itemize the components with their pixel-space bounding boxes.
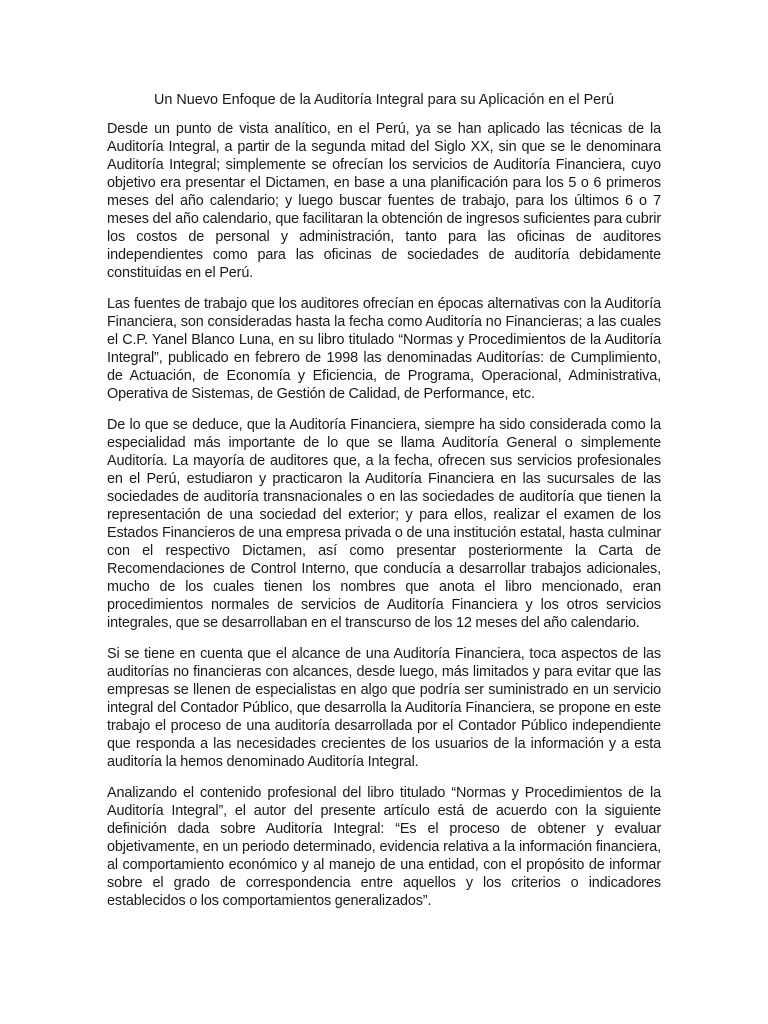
document-body xyxy=(107,120,661,923)
paragraph-3: De lo que se deduce, que la Auditoría Financiera, siempre ha sido considerada como la especialidad más importante de lo que se llama Auditoría General o simplemente Auditoría. La mayoría de auditores que, a la fecha, ofrecen sus servicios profesionales en el Perú, estudiaron y practicaron la Auditoría Financiera en las sucursales de las sociedades de auditoría transnacionales o en las sociedades de auditoría que tienen la representación de una sociedad del exterior; y para ellos, realizar el examen de los Estados Financieros de una empresa privada o de una institución estatal, hasta culminar con el respectivo Dictamen, así como presentar posteriormente la Carta de Recomendaciones de Control Interno, que conducía a desarrollar trabajos adicionales, mucho de los cuales tienen los nombres que anota el libro mencionado, eran procedimientos normales de servicios de Auditoría Financiera y los otros servicios integrales, que se desarrollaban en el transcurso de los 12 meses del año calendario. xyxy=(107,417,661,631)
paragraph-5: Analizando el contenido profesional del libro titulado “Normas y Procedimientos de la Auditoría Integral”, el autor del presente artículo está de acuerdo con la siguiente definición dada sobre Auditoría Integral: “Es el proceso de obtener y evaluar objetivamente, en un periodo determinado, evidencia relativa a la información financiera, al comportamiento económico y al manejo de una entidad, con el propósito de informar sobre el grado de correspondencia entre aquellos y los criterios o indicadores establecidos o los comportamientos generalizados”. xyxy=(107,785,661,909)
paragraph-1: Desde un punto de vista analítico, en el Perú, ya se han aplicado las técnicas de la Auditoría Integral, a partir de la segunda mitad del Siglo XX, sin que se le denominara Auditoría Integral; simplemente se ofrecían los servicios de Auditoría Financiera, cuyo objetivo era presentar el Dictamen, en base a una planificación para los 5 o 6 primeros meses del año calendario; y luego buscar fuentes de trabajo, para los últimos 6 o 7 meses del año calendario, que facilitaran la obtención de ingresos suficientes para cubrir los costos de personal y administración, tanto para las oficinas de auditores independientes como para las oficinas de sociedades de auditoría debidamente constituidas en el Perú. xyxy=(107,121,661,281)
paragraph-2: Las fuentes de trabajo que los auditores ofrecían en épocas alternativas con la Auditoría Financiera, son consideradas hasta la fecha como Auditoría no Financieras; a las cuales el C.P. Yanel Blanco Luna, en su libro titulado “Normas y Procedimientos de la Auditoría Integral”, publicado en febrero de 1998 las denominadas Auditorías: de Cumplimiento, de Actuación, de Economía y Eficiencia, de Programa, Operacional, Administrativa, Operativa de Sistemas, de Gestión de Calidad, de Performance, etc. xyxy=(107,296,661,402)
paragraph-4: Si se tiene en cuenta que el alcance de una Auditoría Financiera, toca aspectos de las auditorías no financieras con alcances, desde luego, más limitados y para evitar que las empresas se llenen de especialistas en algo que podría ser suministrado en un servicio integral del Contador Público, que desarrolla la Auditoría Financiera, se propone en este trabajo el proceso de una auditoría desarrollada por el Contador Público independiente que responda a las necesidades crecientes de los usuarios de la información y a esta auditoría la hemos denominado Auditoría Integral. xyxy=(107,646,661,770)
document-title: Un Nuevo Enfoque de la Auditoría Integral para su Aplicación en el Perú xyxy=(153,92,614,108)
